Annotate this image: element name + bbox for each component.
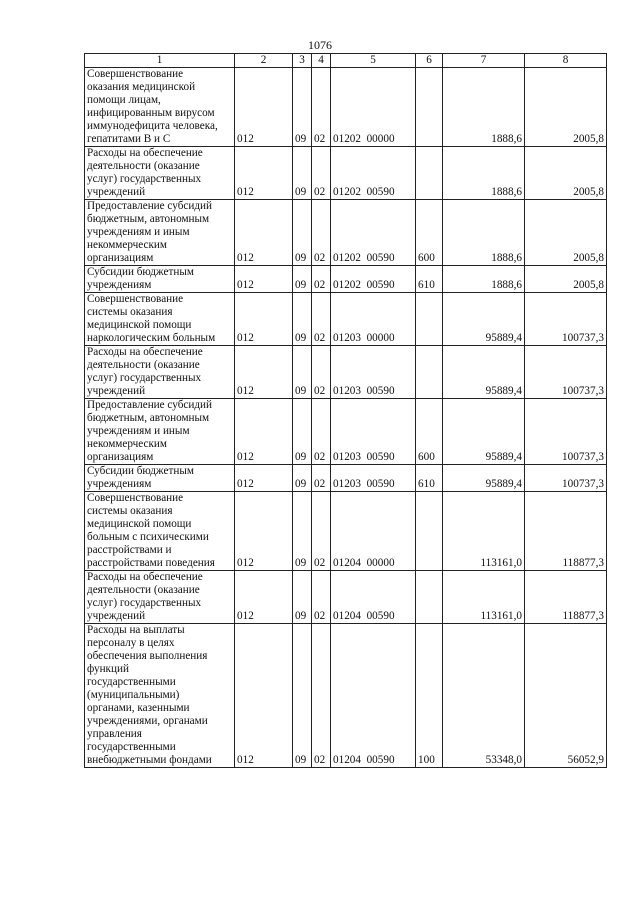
table-row: [85, 266, 607, 293]
ministry-code: 012: [235, 266, 293, 293]
row-name-line: Субсидии бюджетным: [87, 266, 194, 278]
expense-type-code: 610: [416, 266, 443, 293]
row-name: [85, 68, 235, 147]
section-code: 09: [293, 147, 312, 200]
column-header: 7: [443, 54, 525, 68]
table-row: [85, 399, 607, 465]
row-name-line: Предоставление субсидий: [87, 200, 213, 212]
section-code: 09: [293, 624, 312, 768]
row-name-line: органами, казенными: [87, 702, 190, 714]
header-row: [85, 54, 607, 68]
amount-year-1: 95889,4: [443, 346, 525, 399]
expense-type-code: [416, 68, 443, 147]
amount-year-2: 2005,8: [525, 68, 607, 147]
amount-year-1: 1888,6: [443, 147, 525, 200]
ministry-code: 012: [235, 293, 293, 346]
row-name-line: системы оказания: [87, 306, 173, 318]
table-row: [85, 571, 607, 624]
column-header: 2: [235, 54, 293, 68]
table-row: [85, 346, 607, 399]
column-header: 6: [416, 54, 443, 68]
target-article-code: 01202 00590: [331, 147, 416, 200]
row-name-line: (муниципальными): [87, 689, 180, 701]
subsection-code: 02: [312, 399, 331, 465]
table-row: [85, 200, 607, 266]
amount-year-1: 1888,6: [443, 68, 525, 147]
amount-year-2: 100737,3: [525, 346, 607, 399]
row-name-line: Расходы на выплаты: [87, 624, 185, 636]
row-name-line: организациям: [87, 252, 154, 264]
row-name-line: услуг) государственных: [87, 173, 202, 185]
section-code: 09: [293, 571, 312, 624]
expense-type-code: 600: [416, 200, 443, 266]
target-article-code: 01203 00590: [331, 399, 416, 465]
row-name-line: Расходы на обеспечение: [87, 346, 203, 358]
row-name-line: учреждений: [87, 610, 146, 622]
section-code: 09: [293, 465, 312, 492]
row-name-line: медицинской помощи: [87, 518, 192, 530]
row-name: [85, 147, 235, 200]
section-code: 09: [293, 492, 312, 571]
expense-type-code: 610: [416, 465, 443, 492]
row-name-line: Совершенствование: [87, 492, 184, 504]
row-name-line: бюджетным, автономным: [87, 213, 210, 225]
ministry-code: 012: [235, 346, 293, 399]
row-name-line: учреждений: [87, 186, 146, 198]
section-code: 09: [293, 346, 312, 399]
row-name: [85, 624, 235, 768]
table-row: [85, 293, 607, 346]
row-name-line: управления: [87, 728, 142, 740]
row-name-line: расстройствами и: [87, 544, 172, 556]
row-name-line: учреждениями, органами: [87, 715, 208, 727]
column-header: 3: [293, 54, 312, 68]
row-name-line: учреждениям и иным: [87, 425, 190, 437]
row-name-line: учреждениям: [87, 478, 152, 490]
target-article-code: 01202 00590: [331, 266, 416, 293]
row-name: [85, 346, 235, 399]
amount-year-1: 95889,4: [443, 399, 525, 465]
section-code: 09: [293, 200, 312, 266]
amount-year-1: 113161,0: [443, 492, 525, 571]
subsection-code: 02: [312, 624, 331, 768]
amount-year-2: 2005,8: [525, 200, 607, 266]
section-code: 09: [293, 68, 312, 147]
ministry-code: 012: [235, 200, 293, 266]
subsection-code: 02: [312, 147, 331, 200]
row-name-line: больным с психическими: [87, 531, 209, 543]
amount-year-2: 118877,3: [525, 492, 607, 571]
target-article-code: 01203 00000: [331, 293, 416, 346]
ministry-code: 012: [235, 624, 293, 768]
target-article-code: 01204 00590: [331, 571, 416, 624]
row-name-line: функций: [87, 663, 129, 675]
ministry-code: 012: [235, 465, 293, 492]
expense-type-code: [416, 571, 443, 624]
section-code: 09: [293, 266, 312, 293]
row-name-line: бюджетным, автономным: [87, 412, 210, 424]
subsection-code: 02: [312, 346, 331, 399]
expense-type-code: [416, 147, 443, 200]
row-name-line: Субсидии бюджетным: [87, 465, 194, 477]
table-row: [85, 465, 607, 492]
amount-year-2: 100737,3: [525, 465, 607, 492]
amount-year-2: 100737,3: [525, 399, 607, 465]
row-name-line: оказания медицинской: [87, 81, 196, 93]
ministry-code: 012: [235, 571, 293, 624]
row-name-line: Расходы на обеспечение: [87, 571, 203, 583]
row-name-line: Предоставление субсидий: [87, 399, 213, 411]
target-article-code: 01202 00590: [331, 200, 416, 266]
column-header: 8: [525, 54, 607, 68]
subsection-code: 02: [312, 465, 331, 492]
ministry-code: 012: [235, 68, 293, 147]
row-name-line: учреждениям и иным: [87, 226, 190, 238]
row-name-line: деятельности (оказание: [87, 584, 200, 596]
amount-year-2: 2005,8: [525, 266, 607, 293]
row-name-line: услуг) государственных: [87, 372, 202, 384]
row-name-line: наркологическим больным: [87, 332, 216, 344]
row-name-line: помощи лицам,: [87, 94, 161, 106]
row-name-line: некоммерческим: [87, 239, 167, 251]
subsection-code: 02: [312, 200, 331, 266]
row-name-line: персоналу в целях: [87, 637, 175, 649]
amount-year-1: 113161,0: [443, 571, 525, 624]
row-name-line: деятельности (оказание: [87, 160, 200, 172]
target-article-code: 01202 00000: [331, 68, 416, 147]
table-row: [85, 147, 607, 200]
budget-table: [84, 53, 607, 768]
table-row: [85, 492, 607, 571]
amount-year-1: 1888,6: [443, 200, 525, 266]
amount-year-2: 2005,8: [525, 147, 607, 200]
target-article-code: 01203 00590: [331, 346, 416, 399]
amount-year-2: 100737,3: [525, 293, 607, 346]
row-name-line: Совершенствование: [87, 293, 184, 305]
row-name-line: обеспечения выполнения: [87, 650, 208, 662]
subsection-code: 02: [312, 266, 331, 293]
subsection-code: 02: [312, 68, 331, 147]
row-name-line: Совершенствование: [87, 68, 184, 80]
row-name-line: услуг) государственных: [87, 597, 202, 609]
column-header: 4: [312, 54, 331, 68]
target-article-code: 01204 00590: [331, 624, 416, 768]
row-name-line: гепатитами В и С: [87, 133, 171, 145]
ministry-code: 012: [235, 492, 293, 571]
section-code: 09: [293, 399, 312, 465]
row-name-line: внебюджетными фондами: [87, 754, 212, 766]
row-name-line: деятельности (оказание: [87, 359, 200, 371]
row-name: [85, 293, 235, 346]
ministry-code: 012: [235, 147, 293, 200]
amount-year-1: 95889,4: [443, 293, 525, 346]
expense-type-code: 100: [416, 624, 443, 768]
amount-year-1: 95889,4: [443, 465, 525, 492]
row-name: [85, 399, 235, 465]
row-name-line: инфицированным вирусом: [87, 107, 215, 119]
subsection-code: 02: [312, 492, 331, 571]
expense-type-code: 600: [416, 399, 443, 465]
target-article-code: 01203 00590: [331, 465, 416, 492]
row-name-line: государственными: [87, 741, 176, 753]
row-name-line: некоммерческим: [87, 438, 167, 450]
row-name-line: учреждений: [87, 385, 146, 397]
column-header: 5: [331, 54, 416, 68]
amount-year-2: 56052,9: [525, 624, 607, 768]
amount-year-1: 1888,6: [443, 266, 525, 293]
column-header: 1: [85, 54, 235, 68]
row-name-line: расстройствами поведения: [87, 557, 215, 569]
row-name-line: Расходы на обеспечение: [87, 147, 203, 159]
ministry-code: 012: [235, 399, 293, 465]
row-name: [85, 492, 235, 571]
row-name-line: учреждениям: [87, 279, 152, 291]
row-name-line: организациям: [87, 451, 154, 463]
row-name-line: государственными: [87, 676, 176, 688]
section-code: 09: [293, 293, 312, 346]
row-name: [85, 571, 235, 624]
row-name-line: медицинской помощи: [87, 319, 192, 331]
row-name-line: иммунодефицита человека,: [87, 120, 218, 132]
table-row: [85, 624, 607, 768]
row-name-line: системы оказания: [87, 505, 173, 517]
amount-year-2: 118877,3: [525, 571, 607, 624]
page-number: 1076: [308, 38, 332, 52]
expense-type-code: [416, 492, 443, 571]
expense-type-code: [416, 293, 443, 346]
target-article-code: 01204 00000: [331, 492, 416, 571]
subsection-code: 02: [312, 293, 331, 346]
amount-year-1: 53348,0: [443, 624, 525, 768]
row-name: [85, 465, 235, 492]
row-name: [85, 266, 235, 293]
expense-type-code: [416, 346, 443, 399]
table-row: [85, 68, 607, 147]
subsection-code: 02: [312, 571, 331, 624]
row-name: [85, 200, 235, 266]
